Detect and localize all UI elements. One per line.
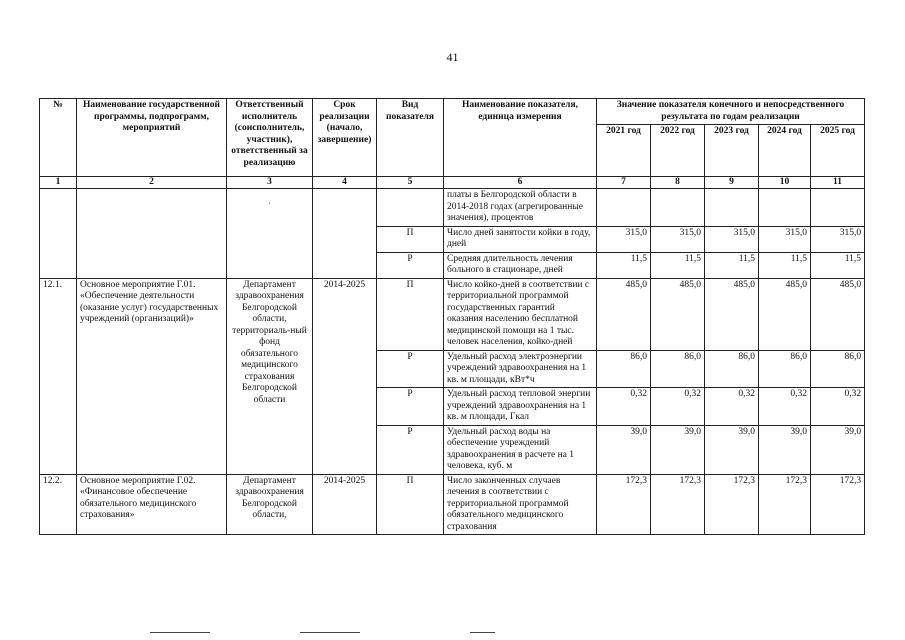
cell-indicator: Удельный расход воды на обеспечение учреждений здравоохранения в расчете на 1 человека, куб. м	[444, 425, 597, 474]
cell-value: 485,0	[597, 278, 651, 350]
cell-indicator: Число дней занятости койки в году, дней	[444, 226, 597, 252]
cell-value: 485,0	[651, 278, 705, 350]
cell-executor: Департамент здравоохранения Белгородской области, территориаль-ный фонд обязательного медицинского страхования Белгородской области	[227, 278, 313, 474]
scan-line	[150, 632, 210, 633]
header-type: Вид показателя	[377, 99, 444, 177]
col-num: 2	[77, 177, 227, 189]
cell-value: 315,0	[811, 226, 865, 252]
cell-value: 485,0	[759, 278, 811, 350]
cell-type	[377, 189, 444, 227]
cell-value: 315,0	[759, 226, 811, 252]
table-row	[40, 278, 865, 350]
col-num: 7	[597, 177, 651, 189]
scan-edge-lines	[0, 632, 905, 634]
cell-type: П	[377, 226, 444, 252]
cell-term	[313, 189, 377, 279]
cell-type: Р	[377, 252, 444, 278]
cell-value: 0,32	[811, 388, 865, 426]
cell-value	[759, 189, 811, 227]
cell-value: 39,0	[651, 425, 705, 474]
cell-type: Р	[377, 425, 444, 474]
cell-value	[705, 189, 759, 227]
cell-value: 172,3	[651, 474, 705, 535]
cell-value: 39,0	[811, 425, 865, 474]
col-num: 8	[651, 177, 705, 189]
header-values-group: Значение показателя конечного и непосредственного результата по годам реализации	[597, 99, 865, 125]
cell-program: Основное мероприятие Г.01. «Обеспечение деятельности (оказание услуг) государственных учреждений (организаций)»	[77, 278, 227, 474]
header-row-1	[40, 99, 865, 125]
cell-value: 0,32	[705, 388, 759, 426]
scan-line	[300, 632, 360, 633]
cell-term: 2014-2025	[313, 278, 377, 474]
header-indicator: Наименование показателя, единица измерения	[444, 99, 597, 177]
cell-value: 11,5	[651, 252, 705, 278]
cell-value: 0,32	[597, 388, 651, 426]
col-num: 1	[40, 177, 77, 189]
header-no: №	[40, 99, 77, 177]
cell-indicator: Удельный расход электроэнергии учреждений здравоохранения на 1 кв. м площади, кВт*ч	[444, 350, 597, 388]
col-num: 11	[811, 177, 865, 189]
cell-value: 0,32	[759, 388, 811, 426]
cell-type: П	[377, 278, 444, 350]
cell-indicator: Число койко-дней в соответствии с территориальной программой государственных гарантий оказания населению бесплатной медицинской помощи на 1 тыс. человек населения, койко-дней	[444, 278, 597, 350]
header-term: Срок реализации (начало, завершение)	[313, 99, 377, 177]
cell-value: 39,0	[597, 425, 651, 474]
scan-line	[470, 632, 495, 633]
cell-type: П	[377, 474, 444, 535]
header-year-2024: 2024 год	[759, 125, 811, 177]
header-year-2021: 2021 год	[597, 125, 651, 177]
cell-program: Основное мероприятие Г.02. «Финансовое обеспечение обязательного медицинского страхования»	[77, 474, 227, 535]
cell-executor: Департамент здравоохранения Белгородской области,	[227, 474, 313, 535]
cell-value: 172,3	[705, 474, 759, 535]
cell-value: 172,3	[759, 474, 811, 535]
cell-value: 86,0	[651, 350, 705, 388]
cell-value: 172,3	[597, 474, 651, 535]
column-numbers-row	[40, 177, 865, 189]
col-num: 5	[377, 177, 444, 189]
cell-value: 39,0	[705, 425, 759, 474]
cell-indicator: Удельный расход тепловой энергии учреждений здравоохранения на 1 кв. м площади, Гкал	[444, 388, 597, 426]
header-executor: Ответственный исполнитель (соисполнитель, участник), ответственный за реализацию	[227, 99, 313, 177]
col-num: 4	[313, 177, 377, 189]
indicators-table	[39, 98, 865, 535]
cell-no: 12.2.	[40, 474, 77, 535]
cell-indicator: Средняя длительность лечения больного в стационаре, дней	[444, 252, 597, 278]
cell-value: 86,0	[597, 350, 651, 388]
cell-no	[40, 189, 77, 279]
cell-value: 11,5	[811, 252, 865, 278]
cell-type: Р	[377, 350, 444, 388]
col-num: 9	[705, 177, 759, 189]
table-row	[40, 189, 865, 227]
cell-term: 2014-2025	[313, 474, 377, 535]
cell-value: 172,3	[811, 474, 865, 535]
cell-program	[77, 189, 227, 279]
cell-value: 0,32	[651, 388, 705, 426]
table-row	[40, 474, 865, 535]
cell-value	[811, 189, 865, 227]
cell-value	[651, 189, 705, 227]
header-year-2023: 2023 год	[705, 125, 759, 177]
page-number: 41	[446, 50, 459, 64]
cell-value: 315,0	[705, 226, 759, 252]
cell-value: 11,5	[759, 252, 811, 278]
cell-no: 12.1.	[40, 278, 77, 474]
cell-value: 39,0	[759, 425, 811, 474]
cell-value: 485,0	[811, 278, 865, 350]
cell-value: 86,0	[759, 350, 811, 388]
cell-value: 315,0	[651, 226, 705, 252]
col-num: 10	[759, 177, 811, 189]
header-year-2025: 2025 год	[811, 125, 865, 177]
col-num: 3	[227, 177, 313, 189]
header-year-2022: 2022 год	[651, 125, 705, 177]
cell-executor	[227, 189, 313, 279]
header-program: Наименование государственной программы, подпрограмм, мероприятий	[77, 99, 227, 177]
cell-value	[597, 189, 651, 227]
cell-value: 485,0	[705, 278, 759, 350]
cell-indicator: Число законченных случаев лечения в соответствии с территориальной программой обязательного медицинского страхования	[444, 474, 597, 535]
cell-value: 86,0	[811, 350, 865, 388]
dot-mark: ·	[268, 199, 271, 208]
cell-value: 11,5	[597, 252, 651, 278]
cell-value: 86,0	[705, 350, 759, 388]
cell-type: Р	[377, 388, 444, 426]
col-num: 6	[444, 177, 597, 189]
cell-value: 11,5	[705, 252, 759, 278]
cell-indicator: платы в Белгородской области в 2014-2018 годах (агрегированные значения), процентов	[444, 189, 597, 227]
cell-value: 315,0	[597, 226, 651, 252]
